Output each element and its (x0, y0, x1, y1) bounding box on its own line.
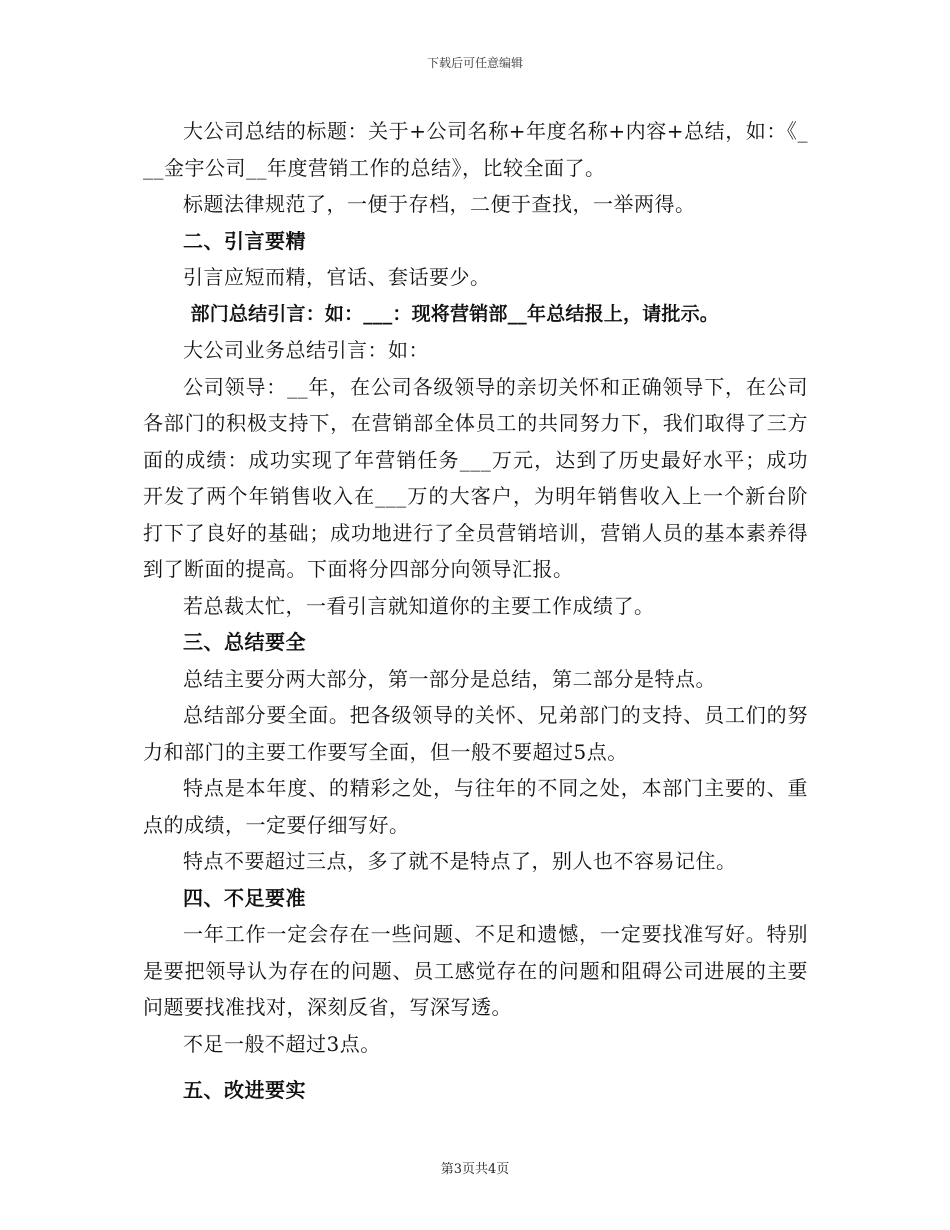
paragraph-summary-complete: 总结部分要全面。把各级领导的关怀、兄弟部门的支持、员工们的努力和部门的主要工作要写全面，但一般不要超过5点。 (143, 703, 808, 764)
document-body (143, 113, 808, 1109)
paragraph-features-limit: 特点不要超过三点，多了就不是特点了，别人也不容易记住。 (183, 849, 737, 873)
paragraph-intro-purpose: 若总裁太忙，一看引言就知道你的主要工作成绩了。 (183, 593, 655, 618)
paragraph-company-intro-example: 公司领导：__年，在公司各级领导的亲切关怀和正确领导下，在公司各部门的积极支持下，在营销部全体员工的共同努力下，我们取得了三方面的成绩：成功实现了年营销任务___万元，达到了历史最好水平；成功开发了两个年销售收入在___万的大客户，为明年销售收入上一个新台阶打下了良好的基础；成功地进行了全员营销培训，营销人员的基本素养得到了断面的提高。下面将分四部分向领导汇报。 (143, 374, 808, 581)
paragraph-title-benefit: 标题法律规范了，一便于存档，二便于查找，一举两得。 (183, 192, 696, 216)
heading-summary: 三、总结要全 (183, 630, 306, 654)
paragraph-shortcomings: 一年工作一定会存在一些问题、不足和遗憾，一定要找准写好。特别是要把领导认为存在的问题、员工感觉存在的问题和阻碍公司进展的主要问题要找准找对，深刻反省，写深写透。 (143, 922, 808, 1019)
header-note: 下载后可任意编辑 (426, 56, 523, 70)
paragraph-company-intro-label: 大公司业务总结引言：如： (183, 338, 429, 362)
callout-department-intro: 部门总结引言：如：___：现将营销部__年总结报上，请批示。 (190, 302, 720, 325)
heading-introduction: 二、引言要精 (183, 228, 306, 253)
paragraph-intro-rule: 引言应短而精，官话、套话要少。 (183, 265, 491, 289)
heading-shortcomings: 四、不足要准 (183, 885, 306, 910)
paragraph-features: 特点是本年度、的精彩之处，与往年的不同之处，本部门主要的、重点的成绩，一定要仔细写好。 (143, 776, 808, 837)
paragraph-summary-parts: 总结主要分两大部分，第一部分是总结，第二部分是特点。 (183, 666, 716, 691)
paragraph-title-format: 大公司总结的标题：关于+公司名称+年度名称+内容+总结，如：《___金宇公司__年度营销工作的总结》，比较全面了。 (143, 119, 808, 180)
paragraph-shortcomings-limit: 不足一般不超过3点。 (183, 1031, 381, 1056)
page-number: 第3页共4页 (440, 1162, 510, 1177)
heading-improvement: 五、改进要实 (183, 1078, 306, 1102)
